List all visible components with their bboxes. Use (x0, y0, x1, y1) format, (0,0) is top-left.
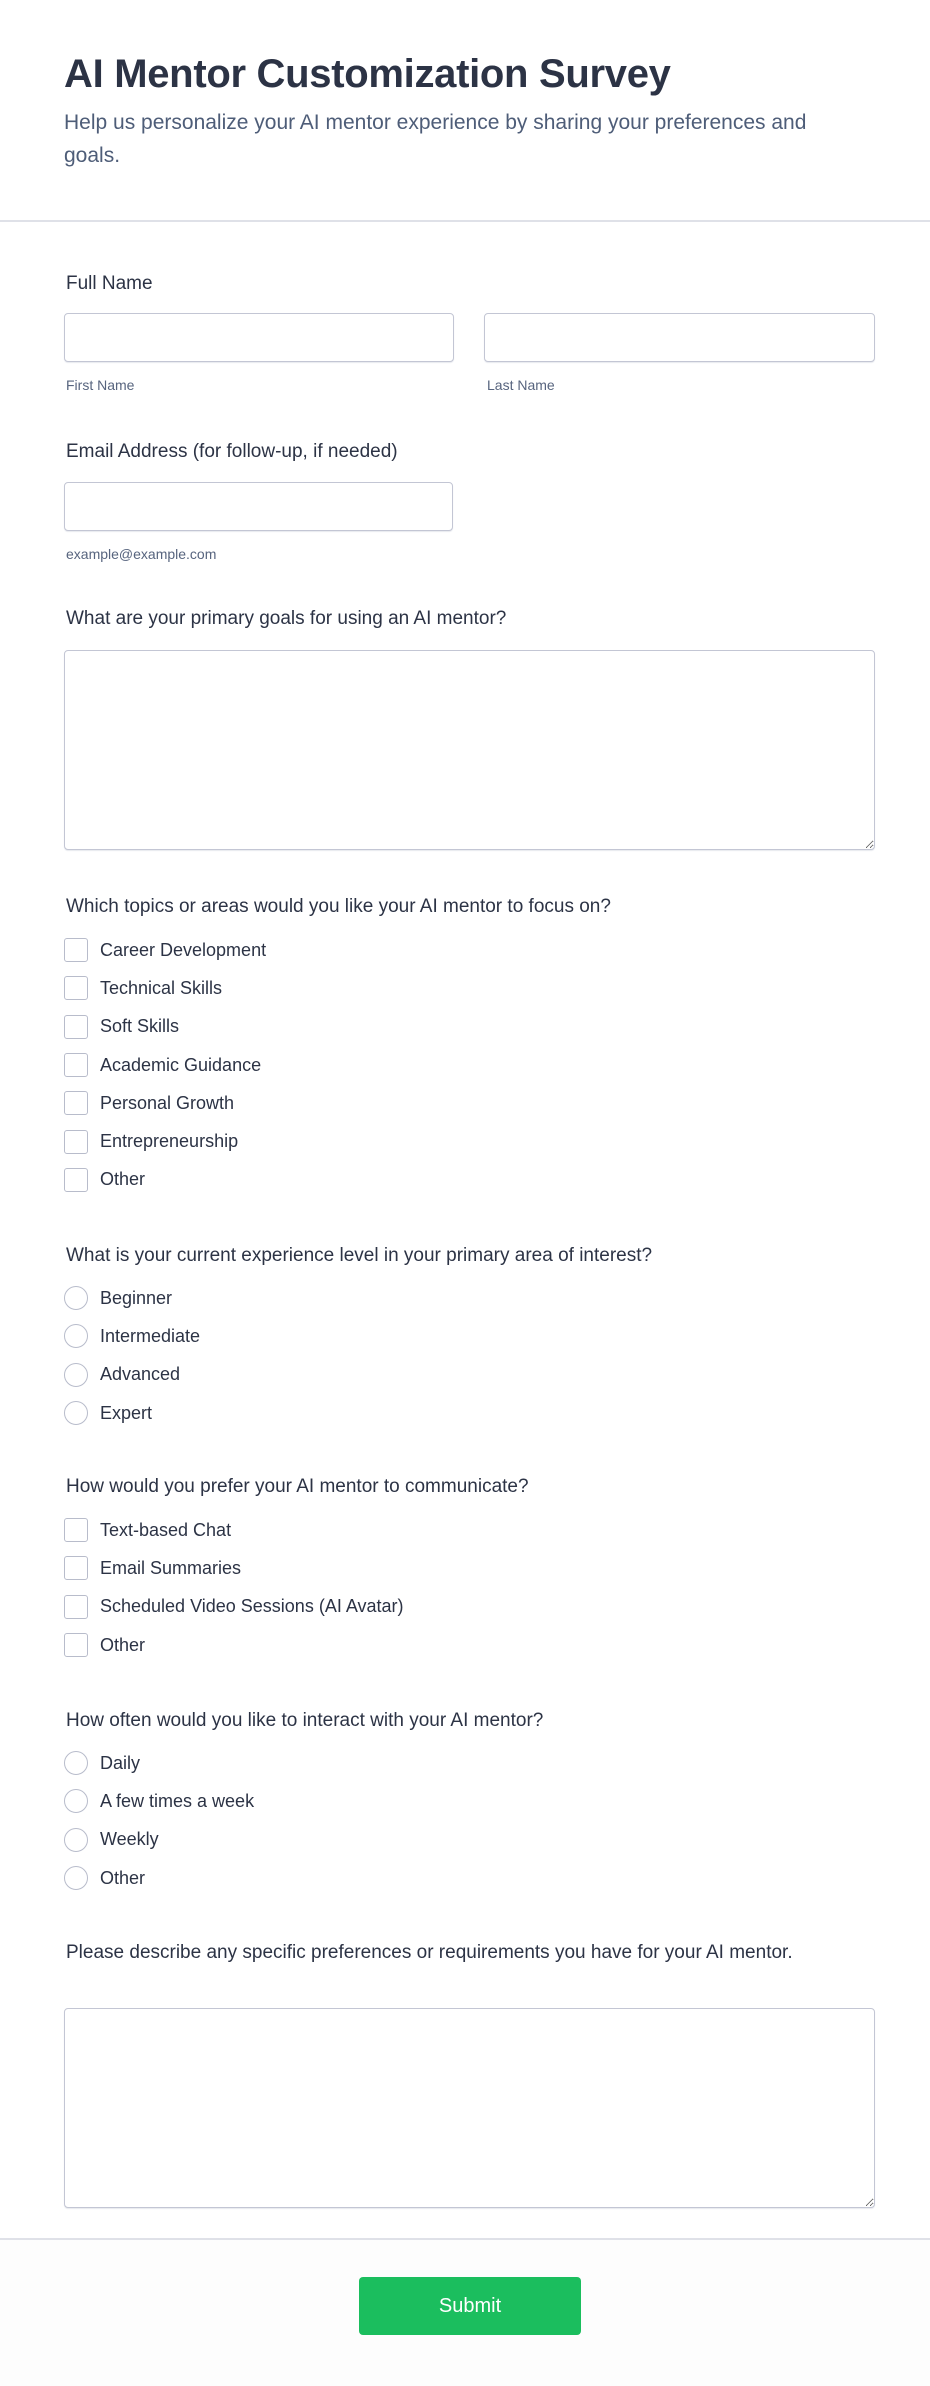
frequency-option[interactable] (64, 1744, 254, 1782)
radio-button[interactable] (64, 1866, 88, 1890)
topics-label: Which topics or areas would you like your AI mentor to focus on? (66, 896, 611, 917)
page-title: AI Mentor Customization Survey (64, 52, 671, 96)
checkbox[interactable] (64, 938, 88, 962)
communication-option[interactable] (64, 1549, 404, 1587)
radio-button[interactable] (64, 1401, 88, 1425)
checkbox[interactable] (64, 1556, 88, 1580)
topic-option[interactable] (64, 1161, 266, 1199)
communication-option[interactable] (64, 1511, 404, 1549)
option-label: Beginner (100, 1287, 173, 1308)
header-divider (0, 220, 930, 222)
communication-option[interactable] (64, 1626, 404, 1664)
checkbox[interactable] (64, 1091, 88, 1115)
checkbox[interactable] (64, 1595, 88, 1619)
email-sublabel: example@example.com (66, 546, 217, 562)
topic-option[interactable] (64, 931, 266, 969)
frequency-option[interactable] (64, 1782, 254, 1820)
topic-option[interactable] (64, 1046, 266, 1084)
email-label: Email Address (for follow-up, if needed) (66, 441, 398, 462)
option-label: Expert (100, 1402, 153, 1423)
frequency-label: How often would you like to interact with your AI mentor? (66, 1710, 544, 1731)
first-name-input[interactable] (64, 313, 454, 362)
option-label: Technical Skills (100, 977, 223, 998)
radio-button[interactable] (64, 1324, 88, 1348)
option-label: Personal Growth (100, 1092, 235, 1113)
experience-label: What is your current experience level in your primary area of interest? (66, 1245, 653, 1266)
radio-button[interactable] (64, 1828, 88, 1852)
preferences-textarea[interactable] (64, 2008, 875, 2208)
submit-button[interactable]: Submit (359, 2277, 581, 2335)
radio-button[interactable] (64, 1789, 88, 1813)
last-name-input[interactable] (484, 313, 875, 362)
option-label: Other (100, 1169, 146, 1190)
email-input[interactable] (64, 482, 453, 531)
experience-options (64, 1279, 200, 1432)
preferences-label: Please describe any specific preferences or requirements you have for your AI mentor. (66, 1942, 793, 1963)
frequency-options (64, 1744, 254, 1897)
option-label: Text-based Chat (100, 1519, 232, 1540)
option-label: Academic Guidance (100, 1054, 262, 1075)
option-label: Weekly (100, 1829, 159, 1850)
frequency-option[interactable] (64, 1821, 254, 1859)
radio-button[interactable] (64, 1751, 88, 1775)
checkbox[interactable] (64, 1130, 88, 1154)
checkbox[interactable] (64, 976, 88, 1000)
goals-label: What are your primary goals for using an AI mentor? (66, 608, 507, 629)
first-name-sublabel: First Name (66, 377, 135, 393)
checkbox[interactable] (64, 1518, 88, 1542)
topic-option[interactable] (64, 969, 266, 1007)
communication-label: How would you prefer your AI mentor to communicate? (66, 1476, 529, 1497)
communication-option[interactable] (64, 1588, 404, 1626)
option-label: A few times a week (100, 1790, 255, 1811)
full-name-label: Full Name (66, 273, 153, 294)
experience-option[interactable] (64, 1394, 200, 1432)
checkbox[interactable] (64, 1053, 88, 1077)
checkbox[interactable] (64, 1015, 88, 1039)
option-label: Daily (100, 1752, 141, 1773)
option-label: Advanced (100, 1364, 181, 1385)
option-label: Other (100, 1867, 146, 1888)
checkbox[interactable] (64, 1633, 88, 1657)
option-label: Entrepreneurship (100, 1131, 239, 1152)
topic-option[interactable] (64, 1084, 266, 1122)
experience-option[interactable] (64, 1356, 200, 1394)
page-subtitle: Help us personalize your AI mentor experience by sharing your preferences and goals. (64, 111, 807, 167)
experience-option[interactable] (64, 1279, 200, 1317)
topic-option[interactable] (64, 1122, 266, 1160)
option-label: Email Summaries (100, 1557, 242, 1578)
communication-options (64, 1511, 404, 1664)
option-label: Other (100, 1634, 146, 1655)
checkbox[interactable] (64, 1168, 88, 1192)
topic-option[interactable] (64, 1008, 266, 1046)
option-label: Soft Skills (100, 1016, 180, 1037)
experience-option[interactable] (64, 1317, 200, 1355)
radio-button[interactable] (64, 1363, 88, 1387)
option-label: Career Development (100, 939, 267, 960)
option-label: Intermediate (100, 1325, 201, 1346)
frequency-option[interactable] (64, 1859, 254, 1897)
topics-options (64, 931, 266, 1199)
last-name-sublabel: Last Name (487, 377, 555, 393)
option-label: Scheduled Video Sessions (AI Avatar) (100, 1596, 404, 1617)
radio-button[interactable] (64, 1286, 88, 1310)
goals-textarea[interactable] (64, 650, 875, 850)
